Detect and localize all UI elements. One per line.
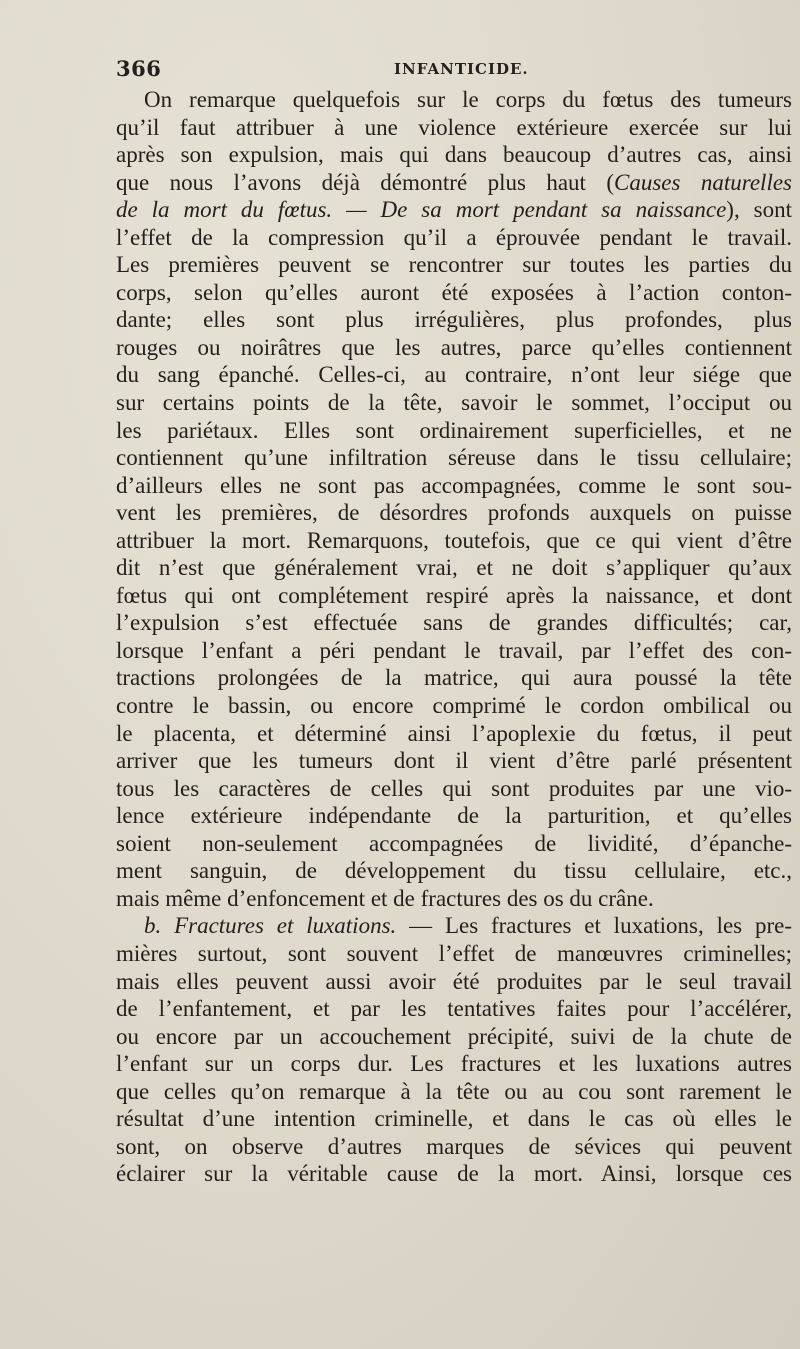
- text-line: [116, 279, 792, 307]
- text-segment: de l’enfantement, et par les tentatives faites pour l’accélérer,: [116, 996, 792, 1022]
- text-segment: que nous l’avons déjà démontré plus haut (: [116, 169, 614, 195]
- text-line: [116, 747, 792, 775]
- text-line: [116, 114, 792, 142]
- text-segment: ment sanguin, de développement du tissu cellulaire, etc.,: [116, 858, 792, 884]
- text-segment: ), sont: [726, 197, 792, 223]
- text-line: [116, 720, 792, 748]
- text-line: [116, 692, 792, 720]
- text-line: [116, 940, 792, 968]
- text-segment: tractions prolongées de la matrice, qui aura poussé la tête: [116, 665, 792, 691]
- text-segment: contiennent qu’une infiltration séreuse dans le tissu cellulaire;: [116, 445, 792, 471]
- text-segment: — Les fractures et luxations, les pre-: [396, 913, 792, 939]
- text-line: [116, 857, 792, 885]
- text-line: [116, 306, 792, 334]
- text-segment: éclairer sur la véritable cause de la mort. Ainsi, lorsque ces: [116, 1161, 792, 1187]
- text-line: [116, 251, 792, 279]
- text-segment: mières surtout, sont souvent l’effet de manœuvres criminelles;: [116, 940, 792, 966]
- text-segment: le placenta, et déterminé ainsi l’apoplexie du fœtus, il peut: [116, 720, 792, 746]
- text-line: [116, 1105, 792, 1133]
- text-line: [116, 664, 792, 692]
- text-line: [116, 775, 792, 803]
- text-line: [116, 968, 792, 996]
- text-line: [116, 1078, 792, 1106]
- text-line: [116, 802, 792, 830]
- text-segment: vent les premières, de désordres profonds auxquels on puisse: [116, 500, 792, 526]
- text-segment: mais elles peuvent aussi avoir été produites par le seul travail: [116, 968, 792, 994]
- italic-text: Causes naturelles: [614, 169, 792, 195]
- text-segment: sur certains points de la tête, savoir le sommet, l’occiput ou: [116, 390, 792, 416]
- text-segment: du sang épanché. Celles-ci, au contraire, n’ont leur siége que: [116, 362, 792, 388]
- text-line: [116, 1023, 792, 1051]
- text-segment: dit n’est que généralement vrai, et ne doit s’appliquer qu’aux: [116, 555, 792, 581]
- text-segment: fœtus qui ont complétement respiré après la naissance, et dont: [116, 582, 792, 608]
- text-segment: résultat d’une intention criminelle, et dans le cas où elles le: [116, 1106, 792, 1132]
- text-segment: lorsque l’enfant a péri pendant le travail, par l’effet des con-: [116, 637, 792, 663]
- text-line: [116, 912, 792, 940]
- text-segment: arriver que les tumeurs dont il vient d’être parlé présentent: [116, 748, 792, 774]
- text-line: [116, 1160, 792, 1188]
- text-segment: l’effet de la compression qu’il a éprouvée pendant le travail.: [116, 224, 792, 250]
- text-line: [116, 609, 792, 637]
- text-line: [116, 637, 792, 665]
- text-segment: qu’il faut attribuer à une violence extérieure exercée sur lui: [116, 114, 792, 140]
- text-line: [116, 169, 792, 197]
- text-line: [116, 141, 792, 169]
- text-line: [116, 361, 792, 389]
- text-line: [116, 582, 792, 610]
- text-segment: corps, selon qu’elles auront été exposées à l’action conton-: [116, 279, 792, 305]
- text-segment: rouges ou noirâtres que les autres, parce qu’elles contiennent: [116, 334, 792, 360]
- running-title: INFANTICIDE.: [394, 60, 529, 78]
- text-line: [116, 499, 792, 527]
- text-segment: Les premières peuvent se rencontrer sur toutes les parties du: [116, 252, 792, 278]
- text-segment: lence extérieure indépendante de la parturition, et qu’elles: [116, 803, 792, 829]
- text-segment: l’expulsion s’est effectuée sans de grandes difficultés; car,: [116, 610, 792, 636]
- text-line: [116, 1133, 792, 1161]
- text-segment: d’ailleurs elles ne sont pas accompagnées, comme le sont sou-: [116, 472, 792, 498]
- page-header: [116, 56, 786, 86]
- text-line: [116, 472, 792, 500]
- text-segment: que celles qu’on remarque à la tête ou au cou sont rarement le: [116, 1078, 792, 1104]
- text-segment: ou encore par un accouchement précipité, suivi de la chute de: [116, 1023, 792, 1049]
- text-segment: dante; elles sont plus irrégulières, plus profondes, plus: [116, 307, 792, 333]
- text-line: [116, 995, 792, 1023]
- text-segment: On remarque quelquefois sur le corps du fœtus des tumeurs: [144, 87, 792, 112]
- text-segment: l’enfant sur un corps dur. Les fractures et les luxations autres: [116, 1051, 792, 1077]
- text-line: [116, 444, 792, 472]
- text-line: [116, 830, 792, 858]
- text-line: [116, 334, 792, 362]
- text-line: [116, 417, 792, 445]
- text-segment: soient non-seulement accompagnées de lividité, d’épanche-: [116, 830, 792, 856]
- body-text: [116, 86, 792, 1188]
- text-segment: contre le bassin, ou encore comprimé le cordon ombilical ou: [116, 693, 792, 719]
- text-segment: mais même d’enfoncement et de fractures des os du crâne.: [116, 885, 654, 911]
- text-segment: les pariétaux. Elles sont ordinairement superficielles, et ne: [116, 417, 792, 443]
- text-line: [116, 885, 792, 913]
- text-line: [116, 527, 792, 555]
- text-line: [116, 389, 792, 417]
- text-segment: après son expulsion, mais qui dans beaucoup d’autres cas, ainsi: [116, 142, 792, 168]
- text-line: [116, 224, 792, 252]
- italic-text: de la mort du fœtus. — De sa mort pendant sa naissance: [116, 197, 727, 223]
- text-segment: tous les caractères de celles qui sont produites par une vio-: [116, 775, 792, 801]
- italic-text: b. Fractures et luxations.: [144, 913, 397, 939]
- text-segment: sont, on observe d’autres marques de sévices qui peuvent: [116, 1133, 792, 1159]
- page-number: 366: [116, 56, 162, 81]
- text-line: [116, 86, 792, 114]
- text-segment: attribuer la mort. Remarquons, toutefois, que ce qui vient d’être: [116, 527, 792, 553]
- text-line: [116, 554, 792, 582]
- text-line: [116, 1050, 792, 1078]
- text-line: [116, 196, 792, 224]
